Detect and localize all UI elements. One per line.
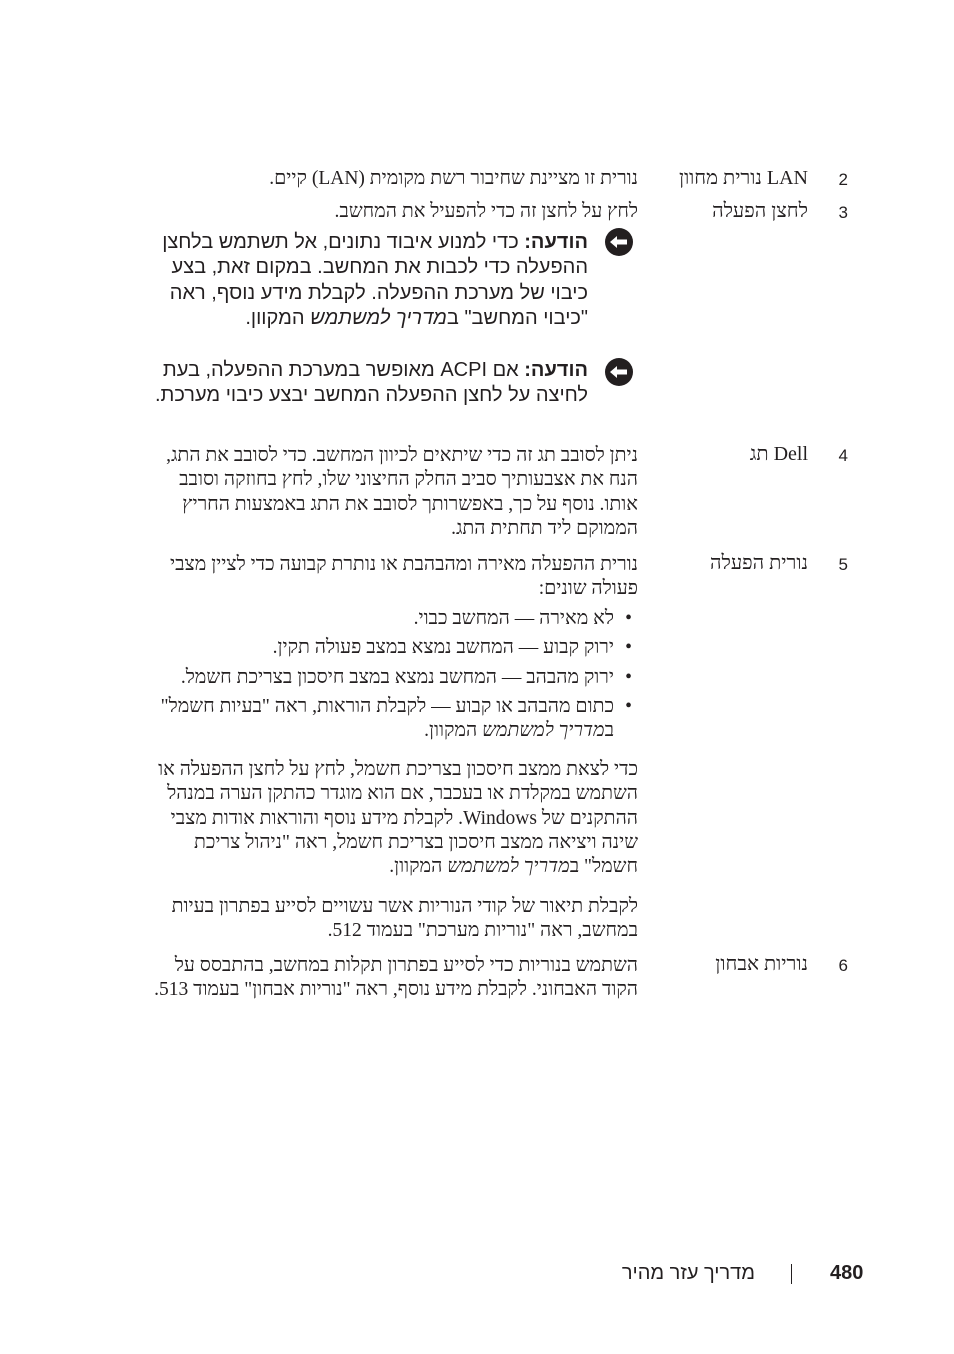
row-number: 6 bbox=[838, 956, 848, 975]
footer-title: מדריך עזר מהיר bbox=[621, 1262, 755, 1284]
notice-acpi bbox=[148, 358, 588, 409]
row-label: נורית מחוון LAN bbox=[678, 167, 808, 189]
power-light-states bbox=[152, 607, 632, 748]
notice-data-loss bbox=[148, 230, 588, 331]
row-number: 3 bbox=[838, 203, 848, 222]
row-label: נוריות אבחון bbox=[715, 953, 808, 975]
notice-icon bbox=[604, 227, 634, 257]
row-label: נורית הפעלה bbox=[709, 552, 808, 574]
list-item: • כתום מהבהב או קבוע — לקבלת הוראות, ראה "בעיות חשמל" במדריך למשתמש המקוון. bbox=[152, 695, 632, 744]
row-label: תג Dell bbox=[749, 443, 808, 465]
page-number: 480 bbox=[830, 1262, 864, 1284]
footer-divider bbox=[791, 1264, 792, 1284]
row-description: נורית זו מציינת שחיבור רשת מקומית (LAN) קיים. bbox=[269, 168, 638, 189]
list-item: • לא מאירה — המחשב כבוי. bbox=[152, 607, 632, 631]
notice-icon bbox=[604, 357, 634, 387]
codes-paragraph: לקבלת תיאור של קודי הנוריות אשר עשויים לסייע בפתרון בעיות במחשב, ראה "נוריות מערכת" בעמוד 512. bbox=[171, 896, 638, 942]
row-number: 5 bbox=[838, 555, 848, 574]
row-number: 2 bbox=[838, 170, 848, 189]
notice-text: אם ACPI מאופשר במערכת ההפעלה, בעת לחיצה על לחצן ההפעלה המחשב יבצע כיבוי מערכת. bbox=[154, 359, 588, 407]
row-description: לחץ על לחצן זה כדי להפעיל את המחשב. bbox=[334, 201, 638, 222]
row-description: ניתן לסובב תג זה כדי שיתאים לכיוון המחשב. כדי לסובב את התג, הנח את אצבעותיך סביב החלק החיצוני שלו, לחץ בחוזקה וסובב אותו. נוסף על כך, באפשרותך לסובב את התג באמצעות החריץ הממוקם ליד תחתית התג. bbox=[166, 445, 638, 539]
row-description: נורית ההפעלה מאירה ומהבהבת או נותרת קבועה כדי לציין מצבי פעולה שונים: bbox=[170, 554, 638, 600]
list-item: • ירוק מהבהב — המחשב נמצא במצב חיסכון בצריכת חשמל. bbox=[152, 666, 632, 690]
notice-italic: מדריך למשתמש bbox=[310, 306, 447, 329]
notice-label: הודעה: bbox=[524, 359, 588, 381]
row-number: 4 bbox=[838, 446, 848, 465]
row-label: לחצן הפעלה bbox=[712, 200, 808, 222]
notice-text-end: המקוון. bbox=[245, 306, 311, 329]
row-description: השתמש בנוריות כדי לסייע בפתרון תקלות במחשב, בהתבסס על הקוד האבחוני. לקבלת מידע נוסף, ראה "נוריות אבחון" בעמוד 513. bbox=[154, 955, 638, 1001]
notice-label: הודעה: bbox=[524, 231, 588, 253]
list-item: • ירוק קבוע — המחשב נמצא במצב פעולה תקין. bbox=[152, 636, 632, 660]
standby-paragraph: כדי לצאת ממצב חיסכון בצריכת חשמל, לחץ על לחצן ההפעלה או השתמש במקלדת או בעכבר, אם הוא מוגדר כהתקן הערה במנהל ההתקנים של Windows. לקבלת מידע נוסף והוראות אודות מצבי שינה ויציאה ממצב חיסכון בצריכת חשמל, ראה "ניהול צריכת חשמל" במדריך למשתמש המקוון. bbox=[158, 759, 638, 878]
notice-text: כדי למנוע איבוד נתונים, אל תשתמש בלחצן ההפעלה כדי לכבות את המחשב. במקום זאת, בצע כיבוי של מערכת ההפעלה. לקבלת מידע נוסף, ראה "כיבוי המחשב" ב bbox=[162, 231, 588, 329]
